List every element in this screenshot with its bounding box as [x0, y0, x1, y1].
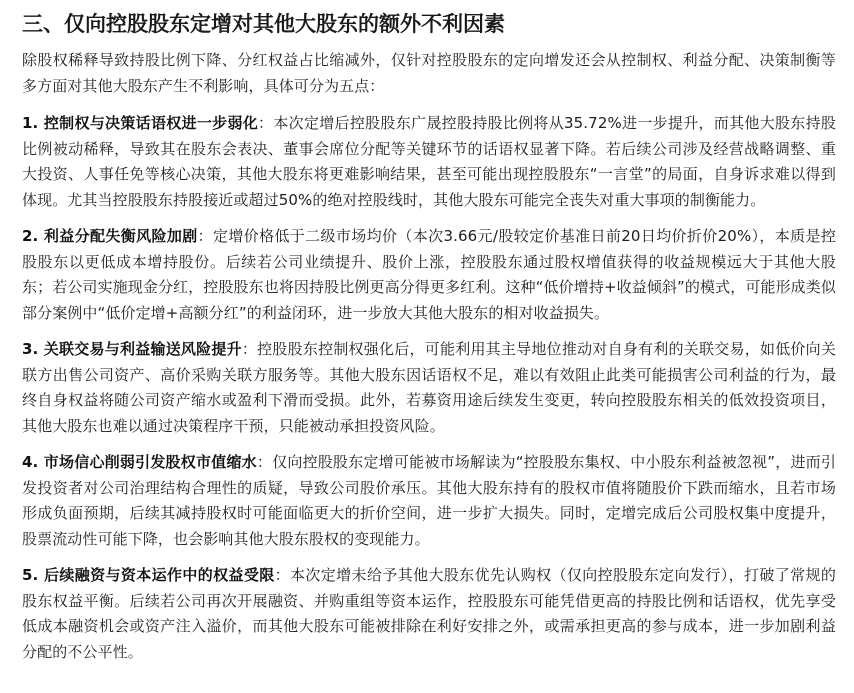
point-5-heading: 5. 后续融资与资本运作中的权益受限	[22, 566, 275, 584]
section-title: 三、仅向控股股东定增对其他大股东的额外不利因素	[22, 12, 505, 36]
intro-paragraph: 除股权稀释导致持股比例下降、分红权益占比缩减外，仅针对控股股东的定向增发还会从控制权、利益分配、决策制衡等多方面对其他大股东产生不利影响，具体可分为五点：	[22, 51, 836, 95]
point-4-body: ：仅向控股股东定增可能被市场解读为“控股股东集权、中小股东利益被忽视”，进而引发投资者对公司治理结构合理性的质疑，导致公司股价承压。其他大股东持有的股权市值将随股价下跌而缩水，且若市场形成负面预期，后续其减持股权时可能面临更大的折价空间，进一步扩大损失。同时，定增完成后公司股权集中度提升，股票流动性可能下降，也会影响其他大股东股权的变现能力。	[22, 453, 837, 548]
point-5-paragraph	[22, 563, 836, 665]
point-3-paragraph	[22, 337, 836, 439]
point-1-heading: 1. 控制权与决策话语权进一步弱化	[22, 114, 259, 132]
point-1-body: ：本次定增后控股股东广晟控股持股比例将从35.72%进一步提升，而其他大股东持股比例被动稀释，导致其在股东会表决、董事会席位分配等关键环节的话语权显著下降。若后续公司涉及经营战略调整、重大投资、人事任免等核心决策，其他大股东将更难影响结果，甚至可能出现控股股东“一言堂”的局面，自身诉求难以得到体现。尤其当控股股东持股接近或超过50%的绝对控股线时，其他大股东可能完全丧失对重大事项的制衡能力。	[22, 114, 836, 209]
point-2-body: ：定增价格低于二级市场均价（本次3.66元/股较定价基准日前20日均价折价20%），本质是控股股东以更低成本增持股份。后续若公司业绩提升、股价上涨，控股股东通过股权增值获得的收益规模远大于其他大股东；若公司实施现金分红，控股股东也将因持股比例更高分得更多红利。这种“低价增持+收益倾斜”的模式，可能形成类似部分案例中“低价定增+高额分红”的利益闭环，进一步放大其他大股东的相对收益损失。	[22, 227, 836, 322]
point-4-heading: 4. 市场信心削弱引发股权市值缩水	[22, 453, 257, 471]
point-2-heading: 2. 利益分配失衡风险加剧	[22, 227, 198, 245]
point-3-body: ：控股股东控制权强化后，可能利用其主导地位推动对自身有利的关联交易，如低价向关联方出售公司资产、高价采购关联方服务等。其他大股东因话语权不足，难以有效阻止此类可能损害公司利益的行为，最终自身权益将随公司资产缩水或盈利下滑而受损。此外，若募资用途后续发生变更，转向控股股东相关的低效投资项目，其他大股东也难以通过决策程序干预，只能被动承担投资风险。	[22, 340, 837, 435]
point-5-body: ：本次定增未给予其他大股东优先认购权（仅向控股股东定向发行），打破了常规的股东权益平衡。后续若公司再次开展融资、并购重组等资本运作，控股股东可能凭借更高的持股比例和话语权，优先享受低成本融资机会或资产注入溢价，而其他大股东可能被排除在利好安排之外，或需承担更高的参与成本，进一步加剧利益分配的不公平性。	[22, 566, 836, 661]
point-2-paragraph	[22, 224, 836, 326]
point-1-paragraph	[22, 111, 836, 213]
point-4-paragraph	[22, 450, 836, 552]
point-3-heading: 3. 关联交易与利益输送风险提升	[22, 340, 242, 358]
